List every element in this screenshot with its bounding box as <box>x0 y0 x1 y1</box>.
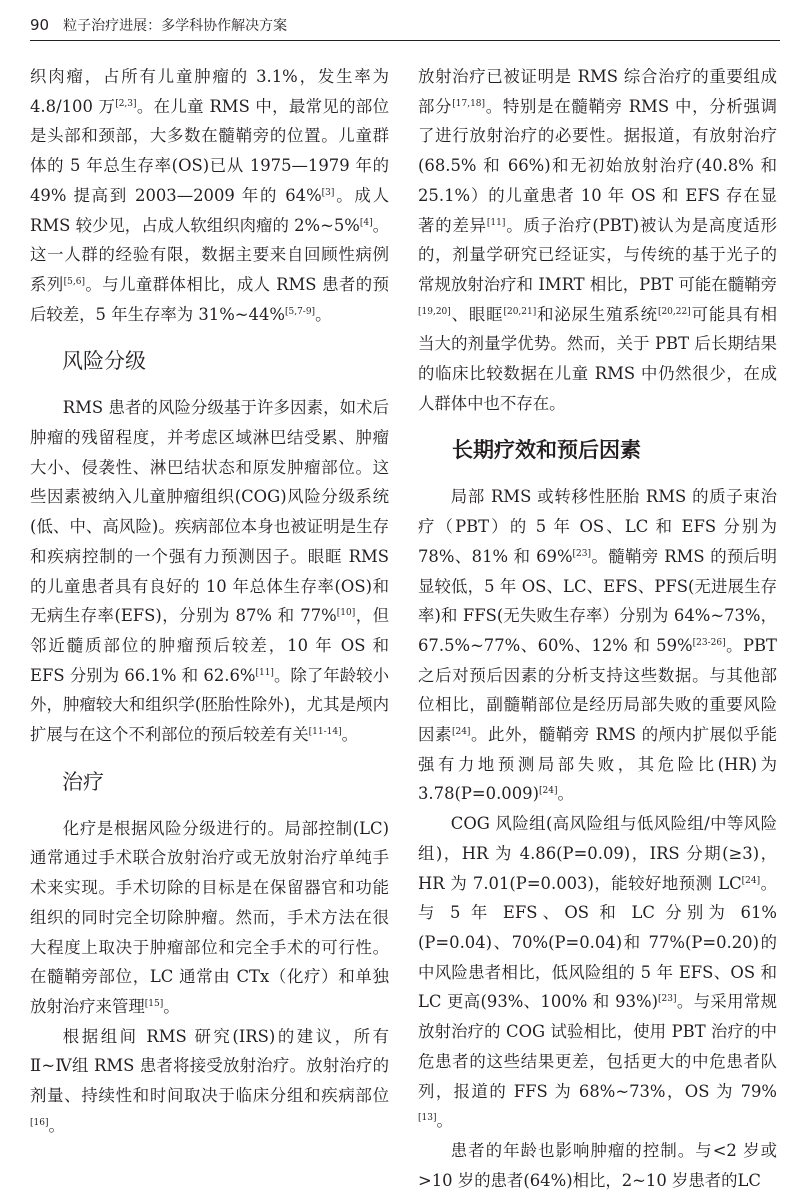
paragraph-intro-continued <box>30 62 389 329</box>
text: 。在儿童 RMS 中，最常见的部位是头部和颈部，大多数在髓鞘旁的位置。儿童群体的 5 年总生存率(OS)已从 1975—1979 年的 49% 提高到 2003—2009 年的 64% <box>30 96 389 205</box>
text: 。这一人群的经验有限，数据主要来自回顾性病例系列 <box>30 215 390 294</box>
citation: [17,18] <box>452 98 486 109</box>
text: 。与采用常规放射治疗的 COG 试验相比，使用 PBT 治疗的中危患者的这些结果更差，包括更大的中危患者队列，报道的 FFS 为 68%~73%，OS 为 79% <box>418 992 777 1101</box>
text: 。 <box>341 725 358 745</box>
citation: [16] <box>30 1117 49 1128</box>
citation: [10] <box>336 608 356 619</box>
running-header <box>30 12 780 41</box>
text: 。与 5 年 EFS、OS 和 LC 分别为 61%(P=0.04)、70%(P=0.04)和 77%(P=0.20)的中风险患者相比，低风险组的 5 年 EFS、OS 和 LC 更高(93%、100% 和 93%) <box>418 873 778 1012</box>
text: 。特别是在髓鞘旁 RMS 中，分析强调了进行放射治疗的必要性。据报道，有放射治疗(68.5% 和 66%)和无初始放射治疗(40.8% 和 25.1%）的儿童患者 10 年 OS 和 EFS 存在显著的差异 <box>418 96 777 235</box>
text: 患者的年龄也影响肿瘤的控制。与<2 岁或>10 岁的患者(64%)相比，2~10 岁患者的LC <box>418 1140 777 1190</box>
citation: [23-26] <box>692 637 726 648</box>
section-heading-long-term: 长期疗效和预后因素 <box>452 438 641 463</box>
text: 。 <box>163 996 180 1016</box>
text: COG 风险组(高风险组与低风险组/中等风险组)，HR 为 4.86(P=0.09)，IRS 分期(≥3)，HR 为 7.01(P=0.003)，能较好地预测 LC <box>418 814 777 893</box>
text: 。此外，髓鞘旁 RMS 的颅内扩展似乎能强有力地预测局部失败，其危险比(HR)为 3.78(P=0.009) <box>418 725 777 804</box>
text: 。 <box>48 1115 65 1135</box>
right-column <box>418 62 777 1195</box>
paragraph-risk <box>30 393 389 749</box>
citation: [11] <box>255 667 274 678</box>
text: 。髓鞘旁 RMS 的预后明显较低，5 年 OS、LC、EFS、PFS(无进展生存率)和 FFS(无失败生存率）分别为 64%~73%，67.5%~77%、60%、12% 和 59% <box>418 546 777 655</box>
citation: [13] <box>418 1113 437 1124</box>
paragraph-treatment-1 <box>30 814 389 1022</box>
text: RMS 患者的风险分级基于许多因素，如术后肿瘤的残留程度，并考虑区域淋巴结受累、肿瘤大小、侵袭性、淋巴结状态和原发肿瘤部位。这些因素被纳入儿童肿瘤组织(COG)风险分级系统(低、中、高风险)。疾病部位本身也被证明是生存和疾病控制的一个强有力预测因子。眼眶 RMS 的儿童患者具有良好的 10 年总体生存率(OS)和无病生存率(EFS)，分别为 87% 和 77% <box>30 398 389 626</box>
text: 局部 RMS 或转移性胚胎 RMS 的质子束治疗（PBT）的 5 年 OS、LC 和 EFS 分别为 78%、81% 和 69% <box>418 487 777 566</box>
text: 。PBT 之后对预后因素的分析支持这些数据。与其他部位相比，副髓鞘部位是经历局部失败的重要风险因素 <box>418 635 777 745</box>
text: 根据组间 RMS 研究(IRS)的建议，所有 Ⅱ~Ⅳ组 RMS 患者将接受放射治疗。放射治疗的剂量、持续性和时间取决于临床分组和疾病部位 <box>30 1026 389 1106</box>
citation: [3] <box>321 187 335 198</box>
text: 。与儿童群体相比，成人 RMS 患者的预后较差，5 年生存率为 31%~44% <box>30 274 389 324</box>
section-heading-treatment: 治疗 <box>62 769 104 794</box>
text: 可能具有相当大的剂量学优势。然而，关于 PBT 后长期结果的临床比较数据在儿童 RMS 中仍然很少，在成人群体中也不存在。 <box>418 304 778 413</box>
citation: [15] <box>144 998 164 1009</box>
running-title: 粒子治疗进展：多学科协作解决方案 <box>63 18 288 34</box>
text: 化疗是根据风险分级进行的。局部控制(LC)通常通过手术联合放射治疗或无放射治疗单纯手术来实现。手术切除的目标是在保留器官和功能组织的同时完全切除肿瘤。然而，手术方法在很大程度上取决于肿瘤部位和完全手术的可行性。在髓鞘旁部位，LC 通常由 CTx（化疗）和单独放射治疗来管理 <box>30 818 389 1016</box>
citation: [19,20] <box>418 306 451 317</box>
paragraph-treatment-2 <box>30 1022 389 1141</box>
page-number: 90 <box>30 16 50 34</box>
paragraph-long-term-3 <box>418 1136 777 1195</box>
text: 。成人 RMS 较少见，占成人软组织肉瘤的 2%~5% <box>30 185 389 235</box>
citation: [2,3] <box>115 98 137 109</box>
text: 。除了年龄较小外，肿瘤较大和组织学(胚胎性除外)，尤其是颅内扩展与在这个不利部位的预后较差有关 <box>30 665 390 745</box>
citation: [20,22] <box>657 306 691 317</box>
text: 放射治疗已被证明是 RMS 综合治疗的重要组成部分 <box>418 67 777 116</box>
text: 。 <box>557 784 574 804</box>
citation: [24] <box>451 727 471 738</box>
citation: [11-14] <box>308 727 342 738</box>
citation: [11] <box>486 217 506 228</box>
section-heading-risk: 风险分级 <box>62 349 146 374</box>
citation: [23] <box>658 994 677 1005</box>
text: ，但邻近髓质部位的肿瘤预后较差，10 年 OS 和 EFS 分别为 66.1% 和 62.6% <box>30 606 389 685</box>
paragraph-long-term-1 <box>418 482 777 809</box>
citation: [5,7-9] <box>284 306 316 317</box>
citation: [24] <box>741 875 761 886</box>
text: 和泌尿生殖系统 <box>536 304 658 324</box>
paragraph-long-term-2 <box>418 809 777 1136</box>
text: 织肉瘤，占所有儿童肿瘤的 3.1%，发生率为 4.8/100 万 <box>30 67 389 116</box>
text: 。 <box>436 1111 453 1131</box>
text: 。质子治疗(PBT)被认为是高度适形的，剂量学研究已经证实，与传统的基于光子的常规放射治疗和 IMRT 相比，PBT 可能在髓鞘旁 <box>418 215 778 294</box>
text: 。 <box>315 304 332 324</box>
paragraph-treatment-continued <box>418 62 777 418</box>
citation: [5,6] <box>63 276 85 287</box>
citation: [24] <box>538 786 558 797</box>
citation: [4] <box>359 217 373 228</box>
left-column <box>30 62 389 1141</box>
citation: [20,21] <box>503 306 537 317</box>
citation: [23] <box>572 548 592 559</box>
text: 、眼眶 <box>450 304 504 324</box>
